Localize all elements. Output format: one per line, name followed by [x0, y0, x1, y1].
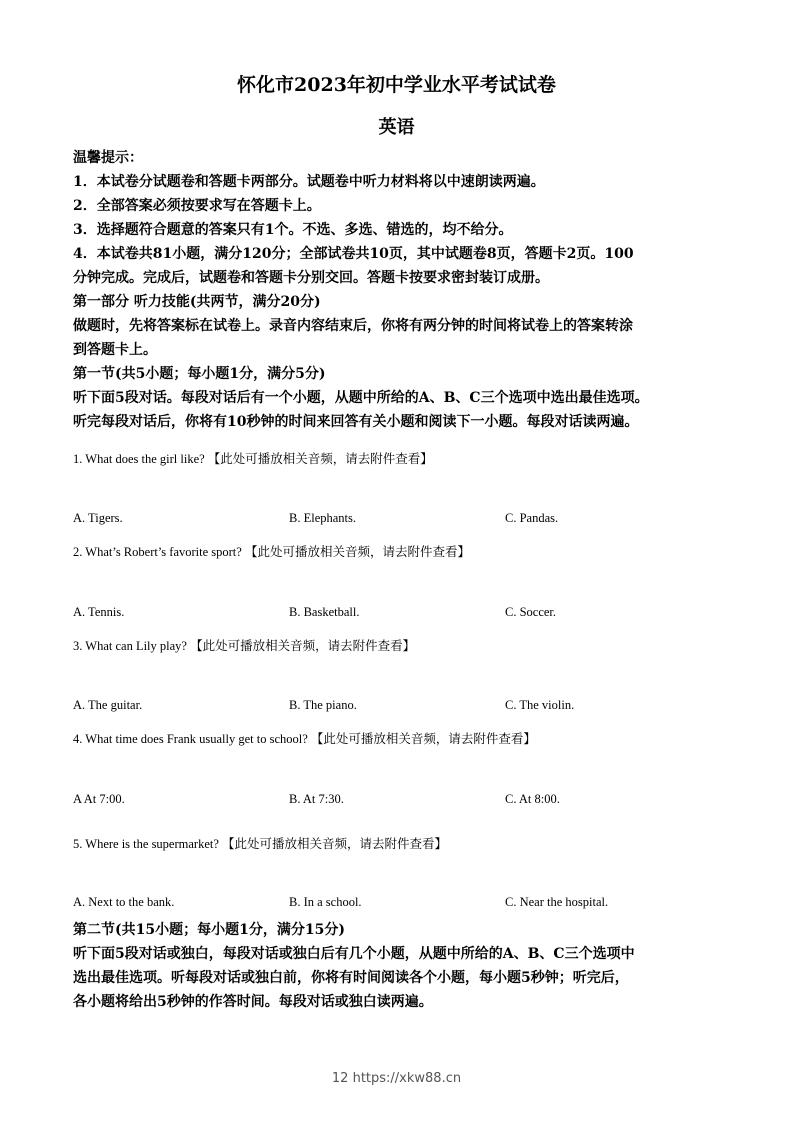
option-a: A. Tigers. — [73, 511, 123, 525]
option-a: A. The guitar. — [73, 698, 143, 712]
part-one-heading: 第一部分 听力技能(共两节，满分20分) — [73, 294, 321, 310]
instructions-block — [73, 146, 723, 434]
instruction-line: 3．选择题符合题意的答案只有1个。不选、多选、错选的，均不给分。 — [73, 222, 513, 238]
question-1: 1. What does the girl like? 【此处可播放相关音频，请去附件查看】 — [73, 452, 433, 466]
instruction-line: 做题时，先将答案标在试卷上。录音内容结束后，你将有两分钟的时间将试卷上的答案转涂 — [73, 318, 633, 334]
question-2: 2. What’s Robert’s favorite sport? 【此处可播放相关音频，请去附件查看】 — [73, 545, 470, 559]
instruction-line: 各小题将给出5秒钟的作答时间。每段对话或独白读两遍。 — [73, 994, 433, 1010]
instruction-line: 到答题卡上。 — [73, 342, 157, 358]
section-two-heading: 第二节(共15小题；每小题1分，满分15分) — [73, 922, 345, 938]
instruction-line: 听下面5段对话或独白，每段对话或独白后有几个小题，从题中所给的A、B、C三个选项中 — [73, 946, 635, 962]
page-footer: 12 https://xkw88.cn — [331, 1071, 462, 1086]
exam-subject: 英语 — [378, 117, 415, 138]
instruction-line: 听完每段对话后，你将有10秒钟的时间来回答有关小题和阅读下一小题。每段对话读两遍。 — [73, 414, 639, 430]
question-3: 3. What can Lily play? 【此处可播放相关音频，请去附件查看】 — [73, 639, 416, 653]
option-b: B. The piano. — [289, 698, 357, 712]
question-1-options — [73, 511, 723, 529]
option-c: C. Pandas. — [505, 511, 559, 525]
option-a: A. Next to the bank. — [73, 895, 175, 909]
question-5: 5. Where is the supermarket? 【此处可播放相关音频，请去附件查看】 — [73, 837, 448, 851]
instruction-line: 听下面5段对话。每段对话后有一个小题，从题中所给的A、B、C三个选项中选出最佳选项。 — [73, 390, 649, 406]
section-one-heading: 第一节(共5小题；每小题1分，满分5分) — [73, 366, 326, 382]
option-c: C. Near the hospital. — [505, 895, 609, 909]
instruction-line: 1．本试卷分试题卷和答题卡两部分。试题卷中听力材料将以中速朗读两遍。 — [73, 174, 545, 190]
option-c: C. The violin. — [505, 698, 575, 712]
question-3-options — [73, 698, 723, 716]
option-a: A. Tennis. — [73, 605, 125, 619]
instruction-line: 4．本试卷共81小题，满分120分；全部试卷共10页，其中试题卷8页，答题卡2页。100 — [73, 246, 634, 262]
option-a: A At 7:00. — [73, 792, 125, 806]
instruction-line: 温馨提示： — [73, 150, 143, 166]
question-4-options — [73, 792, 723, 810]
question-5-options — [73, 895, 723, 913]
instruction-line: 2．全部答案必须按要求写在答题卡上。 — [73, 198, 321, 214]
option-c: C. Soccer. — [505, 605, 557, 619]
question-2-options — [73, 605, 723, 623]
instruction-line: 选出最佳选项。听每段对话或独白前，你将有时间阅读各个小题，每小题5秒钟；听完后， — [73, 970, 629, 986]
exam-title: 怀化市2023年初中学业水平考试试卷 — [237, 74, 556, 96]
instruction-line: 分钟完成。完成后，试题卷和答题卡分别交回。答题卡按要求密封装订成册。 — [73, 270, 549, 286]
option-b: B. In a school. — [289, 895, 362, 909]
section-two-block — [73, 918, 723, 1014]
option-c: C. At 8:00. — [505, 792, 560, 806]
option-b: B. Basketball. — [289, 605, 360, 619]
question-4: 4. What time does Frank usually get to school? 【此处可播放相关音频，请去附件查看】 — [73, 732, 536, 746]
option-b: B. Elephants. — [289, 511, 357, 525]
option-b: B. At 7:30. — [289, 792, 344, 806]
